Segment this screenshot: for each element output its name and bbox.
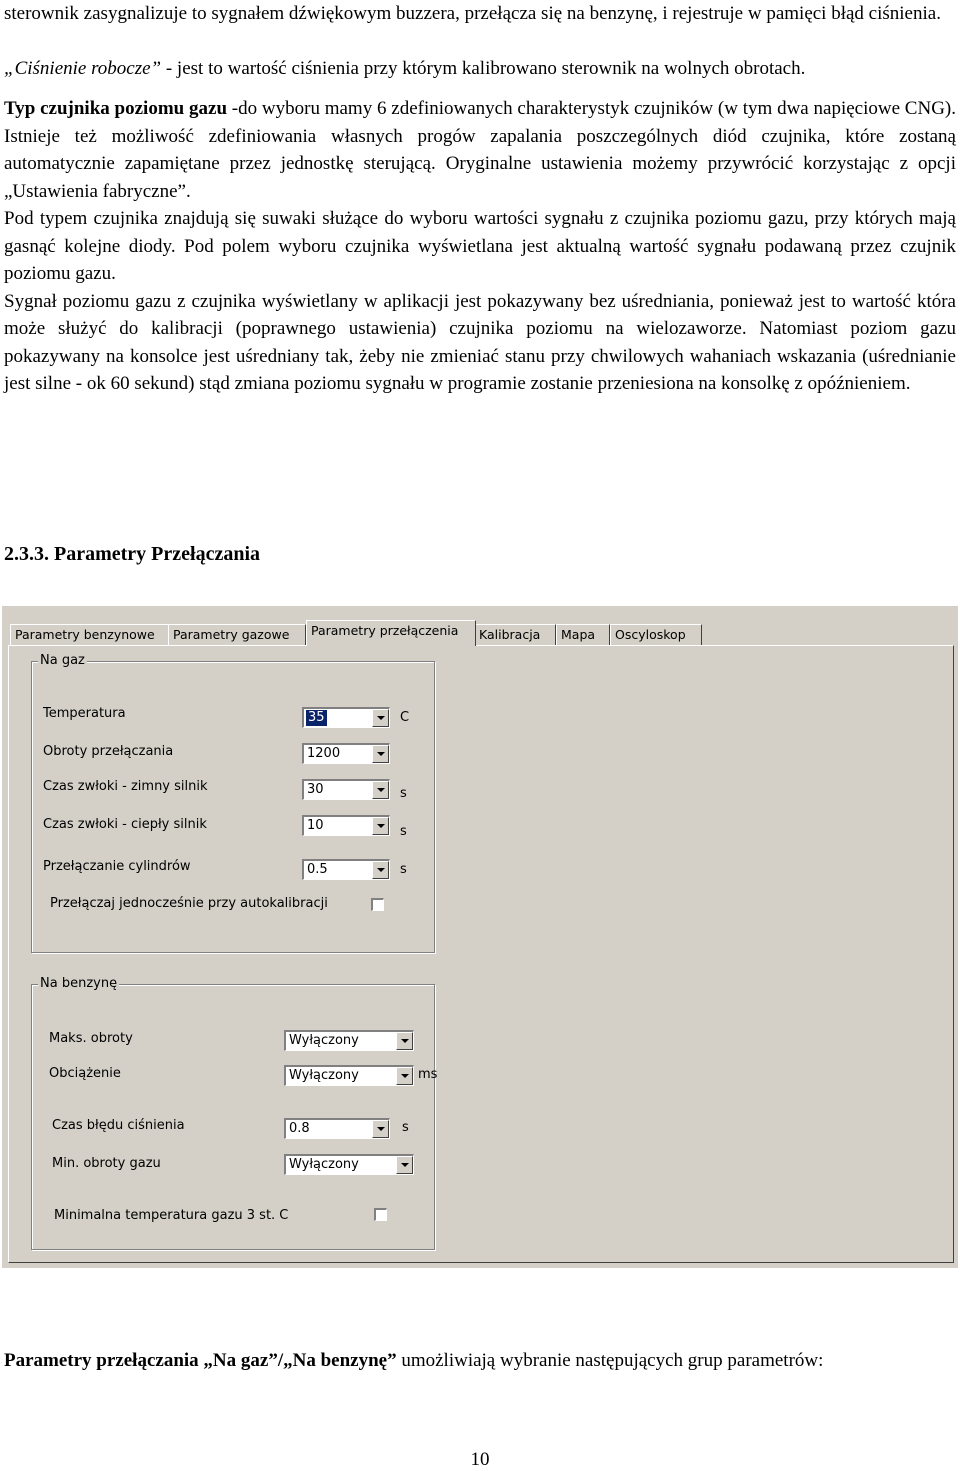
obciazenie-unit: ms xyxy=(418,1067,438,1082)
tab-parametry-przelaczenia[interactable]: Parametry przełączenia xyxy=(306,620,476,646)
temperatura-label: Temperatura xyxy=(43,706,126,721)
chevron-down-icon[interactable] xyxy=(372,709,389,727)
maks-obroty-value: Wyłączony xyxy=(289,1033,359,1048)
cylindry-value: 0.5 xyxy=(307,862,328,877)
tab-oscyloskop[interactable]: Oscyloskop xyxy=(610,624,702,646)
chevron-down-icon[interactable] xyxy=(396,1156,413,1174)
tab-mapa[interactable]: Mapa xyxy=(556,624,610,646)
chevron-down-icon[interactable] xyxy=(372,861,389,879)
cylindry-label: Przełączanie cylindrów xyxy=(43,859,191,874)
group-na-benzyne xyxy=(31,976,438,1250)
term-cisnienie-robocze: „Ciśnienie robocze” xyxy=(4,57,162,79)
blad-cisnienia-value: 0.8 xyxy=(289,1121,310,1136)
paragraph-2 xyxy=(4,55,956,83)
zwloka-zimny-label: Czas zwłoki - zimny silnik xyxy=(43,779,208,794)
group-na-benzyne-title: Na benzynę xyxy=(40,976,118,991)
chevron-down-icon[interactable] xyxy=(372,745,389,763)
min-obroty-select[interactable] xyxy=(284,1154,414,1175)
blad-cisnienia-label: Czas błędu ciśnienia xyxy=(52,1118,185,1133)
document-body xyxy=(4,0,956,398)
paragraph-2-text: - jest to wartość ciśnienia przy którym kalibrowano sterownik na wolnych obrotach. xyxy=(161,57,806,79)
closing-paragraph-text: umożliwiają wybranie następujących grup parametrów: xyxy=(396,1350,824,1371)
cylindry-select[interactable] xyxy=(302,859,390,880)
zwloka-cieply-value: 10 xyxy=(307,818,324,833)
cylindry-unit: s xyxy=(400,862,407,877)
settings-dialog xyxy=(2,606,958,1268)
zwloka-zimny-select[interactable] xyxy=(302,779,390,800)
paragraph-3-text: -do wyboru mamy 6 zdefiniowanych charakterystyk czujników (w tym dwa napięciowe CNG). Istnieje też możliwość zdefiniowania własnych progów zapalania poszczególnych diód czujnika, które zostaną automatycznie zapamiętane przez jednostkę sterującą. Oryginalne ustawienia możemy przywrócić korzystając z opcji „Ustawienia fabryczne”. xyxy=(4,98,956,202)
zwloka-zimny-value: 30 xyxy=(307,782,324,797)
group-na-gaz-title: Na gaz xyxy=(40,653,85,668)
temperatura-select[interactable] xyxy=(302,707,390,728)
tab-panel xyxy=(8,645,954,1263)
autokal-checkbox[interactable] xyxy=(371,898,384,911)
blad-cisnienia-select[interactable] xyxy=(284,1118,390,1139)
group-na-gaz xyxy=(31,653,435,953)
temperatura-unit: C xyxy=(400,710,410,725)
min-obroty-label: Min. obroty gazu xyxy=(52,1156,161,1171)
obciazenie-label: Obciążenie xyxy=(49,1066,121,1081)
min-obroty-value: Wyłączony xyxy=(289,1157,359,1172)
chevron-down-icon[interactable] xyxy=(396,1067,413,1085)
term-typ-czujnika: Typ czujnika poziomu gazu xyxy=(4,98,228,119)
chevron-down-icon[interactable] xyxy=(396,1032,413,1050)
closing-paragraph xyxy=(4,1347,956,1375)
obciazenie-select[interactable] xyxy=(284,1065,414,1086)
autokal-label: Przełączaj jednocześnie przy autokalibracji xyxy=(50,896,328,911)
paragraph-3 xyxy=(4,95,956,205)
term-parametry-przelaczania: Parametry przełączania „Na gaz”/„Na benzynę” xyxy=(4,1350,397,1371)
section-heading: 2.3.3. Parametry Przełączania xyxy=(4,543,261,565)
tab-bar xyxy=(8,620,952,646)
paragraph-1: sterownik zasygnalizuje to sygnałem dźwiękowym buzzera, przełącza się na benzynę, i rejestruje w pamięci błąd ciśnienia. xyxy=(4,3,941,24)
maks-obroty-select[interactable] xyxy=(284,1030,414,1051)
min-temp-checkbox[interactable] xyxy=(374,1208,387,1221)
paragraph-4: Pod typem czujnika znajdują się suwaki służące do wyboru wartości sygnału z czujnika poziomu gazu, przy których mają gasnąć kolejne diody. Pod polem wyboru czujnika wyświetlana jest aktualną wartość sygnału podawaną przez czujnik poziomu gazu. xyxy=(4,208,956,284)
zwloka-zimny-unit: s xyxy=(400,786,407,801)
blad-cisnienia-unit: s xyxy=(402,1120,409,1135)
chevron-down-icon[interactable] xyxy=(372,781,389,799)
min-temp-label: Minimalna temperatura gazu 3 st. C xyxy=(54,1208,289,1223)
paragraph-5: Sygnał poziomu gazu z czujnika wyświetlany w aplikacji jest pokazywany bez uśredniania, ponieważ jest to wartość która może służyć do kalibracji (poprawnego ustawienia) czujnika poziomu na wielozaworze. Natomiast poziom gazu pokazywany na konsolce jest uśredniany tak, żeby nie zmieniać stanu przy chwilowych wahaniach wskazania (uśrednianie jest silne - ok 60 sekund) stąd zmiana poziomu sygnału w programie zostanie przeniesiona na konsolkę z opóźnieniem. xyxy=(4,290,956,394)
chevron-down-icon[interactable] xyxy=(372,1120,389,1138)
zwloka-cieply-label: Czas zwłoki - ciepły silnik xyxy=(43,817,207,832)
chevron-down-icon[interactable] xyxy=(372,817,389,835)
obroty-select[interactable] xyxy=(302,743,390,764)
obciazenie-value: Wyłączony xyxy=(289,1068,359,1083)
page-number: 10 xyxy=(470,1449,490,1470)
tab-parametry-gazowe[interactable]: Parametry gazowe xyxy=(168,624,306,646)
zwloka-cieply-select[interactable] xyxy=(302,815,390,836)
tab-kalibracja[interactable]: Kalibracja xyxy=(474,624,556,646)
obroty-label: Obroty przełączania xyxy=(43,744,174,759)
zwloka-cieply-unit: s xyxy=(400,824,407,839)
tab-parametry-benzynowe[interactable]: Parametry benzynowe xyxy=(10,624,174,646)
temperatura-value: 35 xyxy=(308,710,325,725)
obroty-value: 1200 xyxy=(307,746,341,761)
maks-obroty-label: Maks. obroty xyxy=(49,1031,133,1046)
